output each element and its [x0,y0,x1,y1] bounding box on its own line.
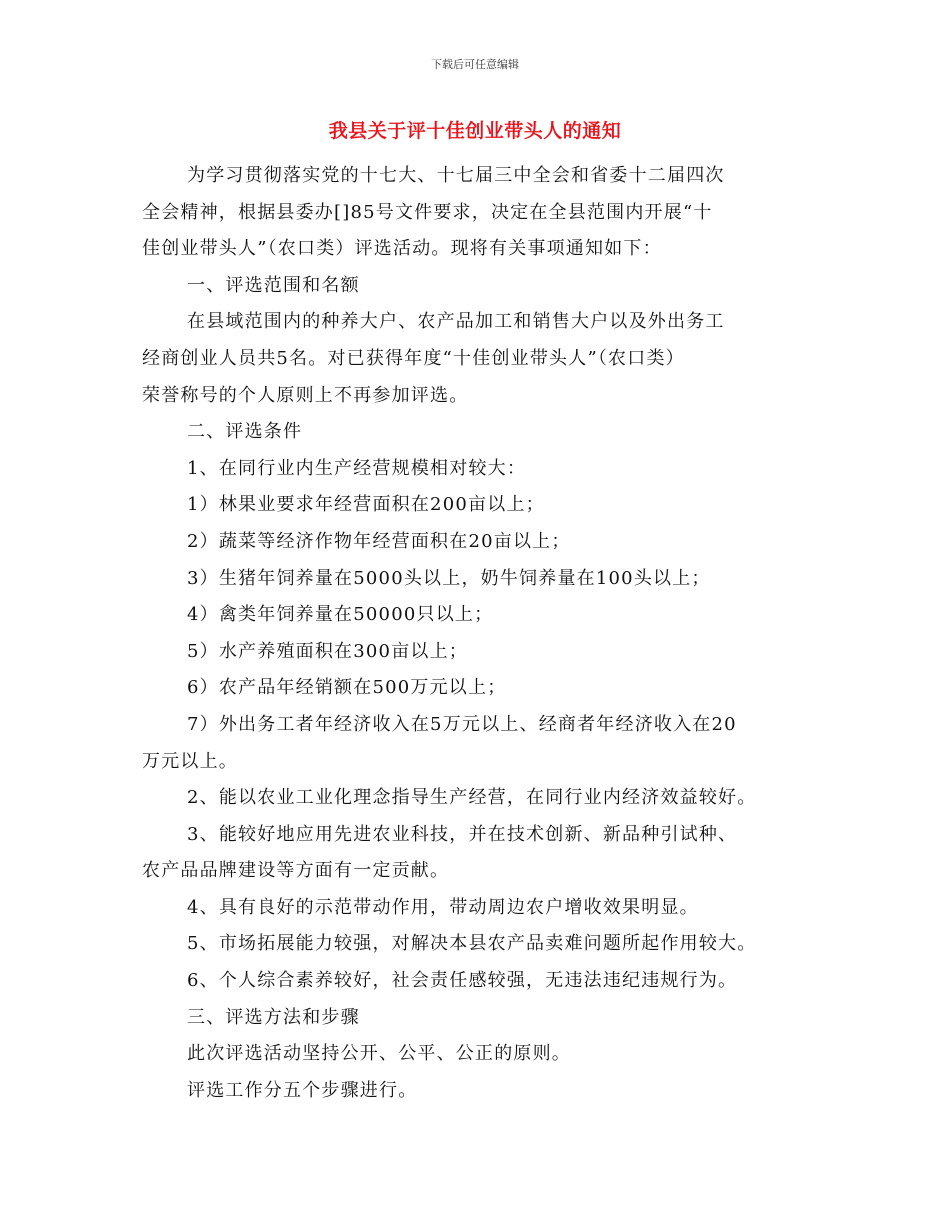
body-line: 二、评选条件 [187,421,303,443]
body-line: 在县域范围内的种养大户、农产品加工和销售大户以及外出务工 [187,311,725,333]
body-line: 荣誉称号的个人原则上不再参加评选。 [142,384,469,406]
body-line: 5）水产养殖面积在300亩以上； [187,640,469,662]
body-line: 6、个人综合素养较好，社会责任感较强，无违法违纪违规行为。 [187,970,738,992]
body-line: 3）生猪年饲养量在5000头以上，奶牛饲养量在100头以上； [187,567,711,589]
body-line: 万元以上。 [142,750,238,772]
body-line: 4、具有良好的示范带动作用，带动周边农户增收效果明显。 [187,896,699,918]
body-line: 6）农产品年经销额在500万元以上； [187,677,507,699]
body-line: 农产品品牌建设等方面有一定贡献。 [142,860,450,882]
body-line: 1）林果业要求年经营面积在200亩以上； [187,494,545,516]
body-line: 一、评选范围和名额 [187,274,360,296]
body-line: 三、评选方法和步骤 [187,1006,360,1028]
document-body [142,158,832,1109]
body-line: 7）外出务工者年经济收入在5万元以上、经商者年经济收入在20 [187,713,737,735]
body-line: 5、市场拓展能力较强，对解决本县农产品卖难问题所起作用较大。 [187,933,757,955]
body-line: 2）蔬菜等经济作物年经营面积在20亩以上； [187,530,571,552]
body-line: 经商创业人员共5名。对已获得年度“十佳创业带头人”（农口类） [142,347,685,369]
body-line: 佳创业带头人”（农口类）评选活动。现将有关事项通知如下： [142,238,662,260]
header-note: 下载后可任意编辑 [431,58,519,71]
body-line: 3、能较好地应用先进农业科技，并在技术创新、新品种引试种、 [187,823,738,845]
body-line: 全会精神，根据县委办[]85号文件要求，决定在全县范围内开展“十 [142,201,713,223]
body-line: 为学习贯彻落实党的十七大、十七届三中全会和省委十二届四次 [187,165,725,186]
body-line: 1、在同行业内生产经营规模相对较大： [187,457,527,479]
document-title: 我县关于评十佳创业带头人的通知 [328,120,622,142]
body-line: 4）禽类年饲养量在50000只以上； [187,604,494,626]
body-line: 2、能以农业工业化理念指导生产经营，在同行业内经济效益较好。 [187,787,757,809]
body-line: 此次评选活动坚持公开、公平、公正的原则。 [187,1043,571,1065]
body-line: 评选工作分五个步骤进行。 [187,1079,418,1101]
